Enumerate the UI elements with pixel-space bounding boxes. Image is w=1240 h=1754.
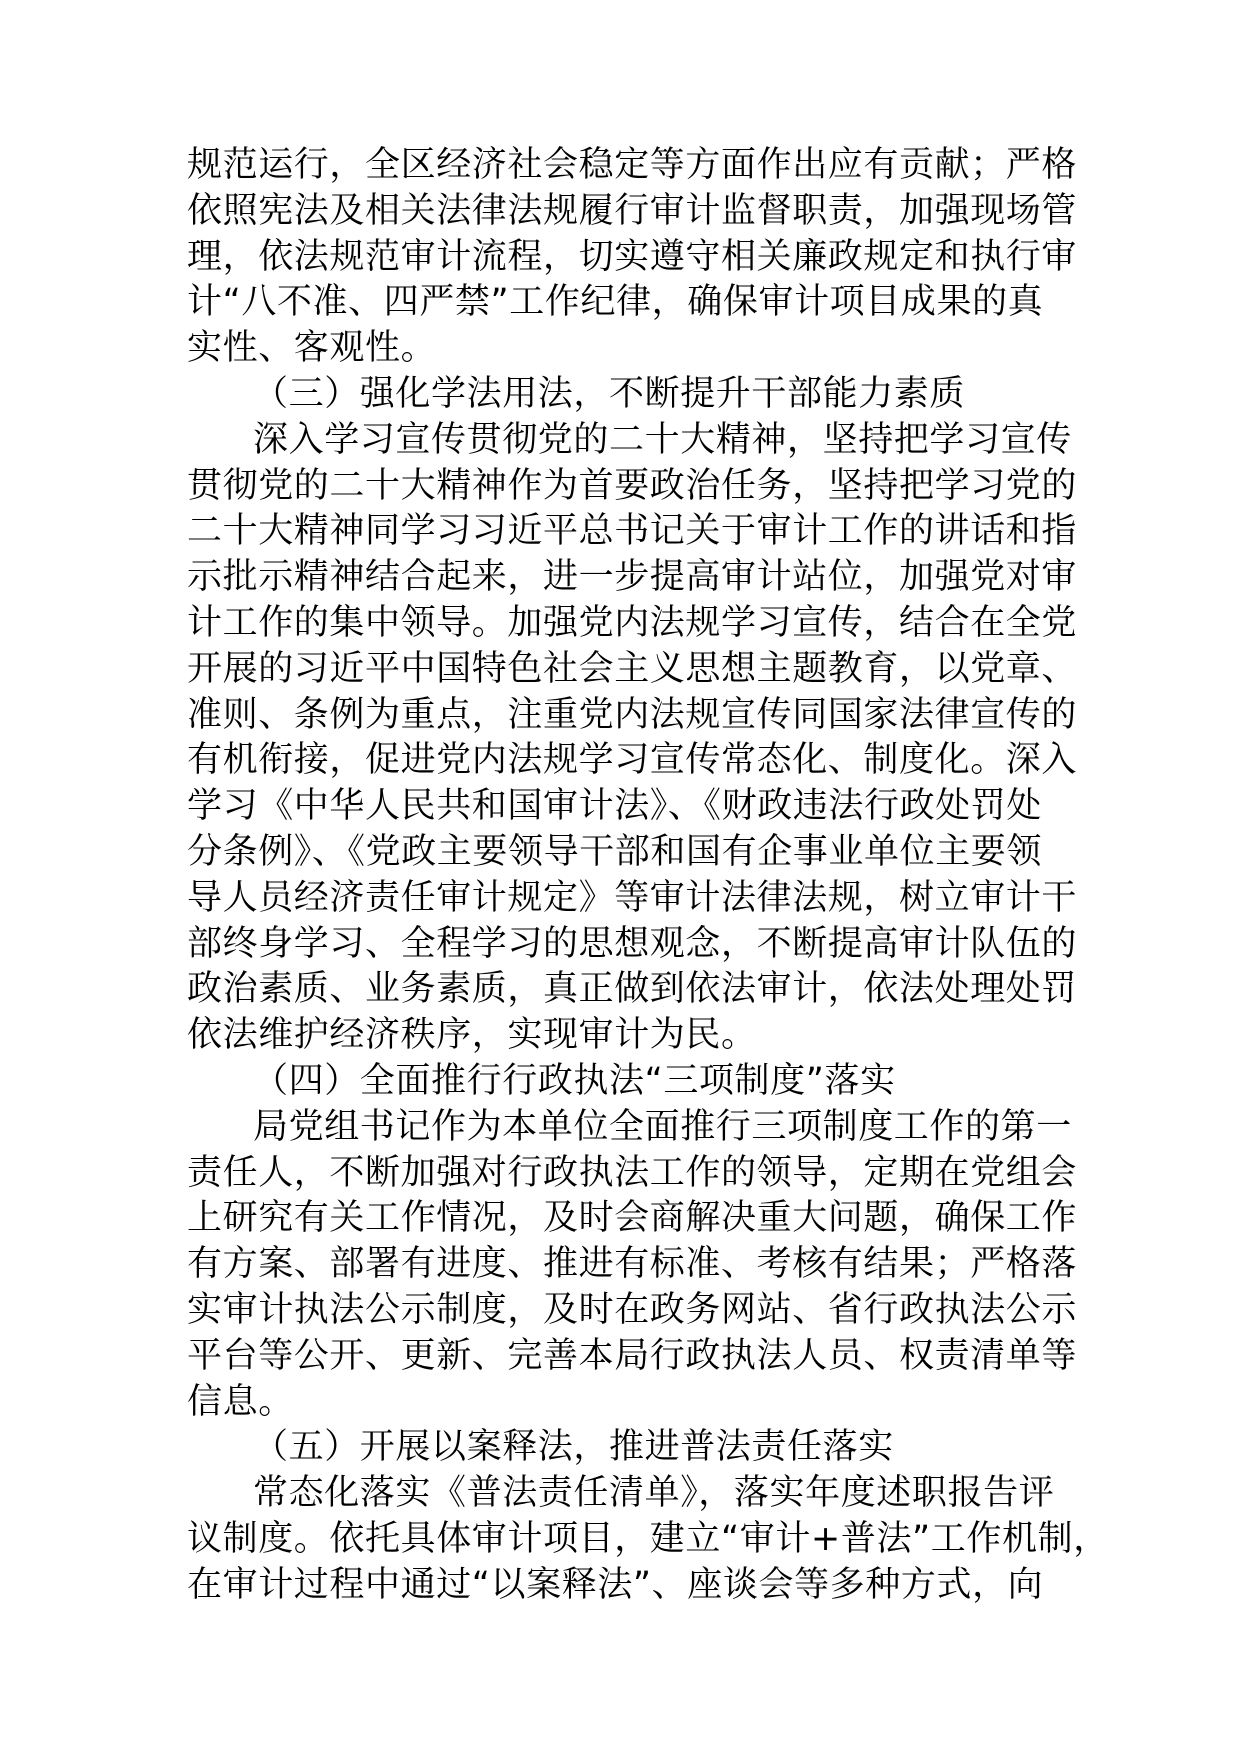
paragraph-line: 议制度。依托具体审计项目，建立“审计+普法”工作机制，	[187, 1518, 1109, 1559]
paragraph-line: 有方案、部署有进度、推进有标准、考核有结果；严格落	[187, 1244, 1078, 1285]
paragraph-line: 学习《中华人民共和国审计法》、《财政违法行政处罚处	[187, 786, 1043, 827]
paragraph-line: 规范运行，全区经济社会稳定等方面作出应有贡献；严格	[187, 145, 1078, 185]
paragraph-line: 责任人，不断加强对行政执法工作的领导，定期在党组会	[187, 1152, 1078, 1193]
paragraph-line: 依法维护经济秩序，实现审计为民。	[187, 1015, 757, 1056]
paragraph-line: 平台等公开、更新、完善本局行政执法人员、权责清单等	[187, 1335, 1078, 1376]
paragraph-line: 部终身学习、全程学习的思想观念，不断提高审计队伍的	[187, 923, 1078, 964]
paragraph-line: 常态化落实《普法责任清单》，落实年度述职报告评	[253, 1473, 1055, 1514]
paragraph-line: 准则、条例为重点，注重党内法规宣传同国家法律宣传的	[187, 694, 1078, 735]
paragraph-line: 理，依法规范审计流程，切实遵守相关廉政规定和执行审	[187, 236, 1078, 277]
paragraph-line: 实审计执法公示制度，及时在政务网站、省行政执法公示	[187, 1289, 1078, 1330]
document-body	[187, 143, 1109, 1609]
paragraph-line: 政治素质、业务素质，真正做到依法审计，依法处理处罚	[187, 969, 1078, 1010]
paragraph-line: 局党组书记作为本单位全面推行三项制度工作的第一	[253, 1106, 1072, 1147]
paragraph-line: 信息。	[187, 1381, 294, 1422]
paragraph-line: 实性、客观性。	[187, 328, 437, 369]
paragraph-line: 有机衔接，促进党内法规学习宣传常态化、制度化。深入	[187, 740, 1078, 781]
paragraph-line: 开展的习近平中国特色社会主义思想主题教育，以党章、	[187, 648, 1078, 689]
paragraph-line: 二十大精神同学习习近平总书记关于审计工作的讲话和指	[187, 511, 1078, 552]
section-heading-5: （五）开展以案释法，推进普法责任落实	[253, 1427, 894, 1468]
paragraph-line: 深入学习宣传贯彻党的二十大精神，坚持把学习宣传	[253, 419, 1072, 460]
paragraph-line: 导人员经济责任审计规定》等审计法律法规，树立审计干	[187, 877, 1078, 918]
paragraph-line: 分条例》、《党政主要领导干部和国有企事业单位主要领	[187, 831, 1043, 872]
section-heading-3: （三）强化学法用法，不断提升干部能力素质	[253, 373, 966, 414]
paragraph-line: 计工作的集中领导。加强党内法规学习宣传，结合在全党	[187, 602, 1078, 643]
paragraph-line: 计“八不准、四严禁”工作纪律，确保审计项目成果的真	[187, 282, 1044, 323]
paragraph-line: 依照宪法及相关法律法规履行审计监督职责，加强现场管	[187, 190, 1078, 231]
paragraph-line: 示批示精神结合起来，进一步提高审计站位，加强党对审	[187, 557, 1078, 598]
paragraph-line: 上研究有关工作情况，及时会商解决重大问题，确保工作	[187, 1198, 1078, 1239]
paragraph-line: 贯彻党的二十大精神作为首要政治任务，坚持把学习党的	[187, 465, 1078, 506]
section-heading-4: （四）全面推行行政执法“三项制度”落实	[253, 1060, 896, 1101]
paragraph-line: 在审计过程中通过“以案释法”、座谈会等多种方式，向	[187, 1564, 1044, 1605]
